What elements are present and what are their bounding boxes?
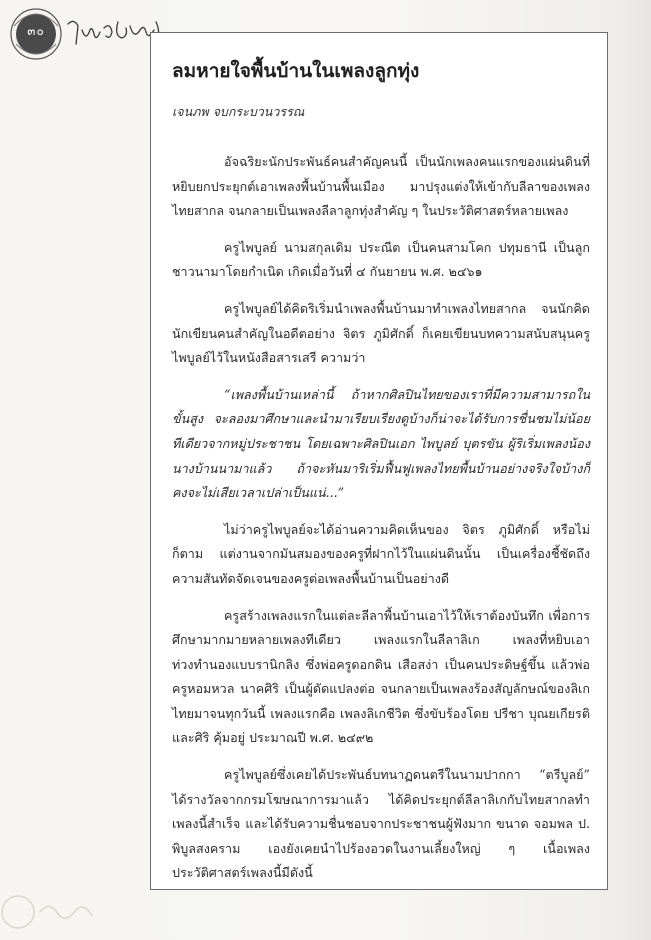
- body-paragraph: ครูไพบูลย์ได้คิดริเริ่มนำเพลงพื้นบ้านมาทำเพลงไทยสากล จนนักคิดนักเขียนคนสำคัญในอดีตอย่าง จิตร ภูมิศักดิ์ ก็เคยเขียนบทความสนับสนุนครูไพบูลย์ไว้ในหนังสือสารเสรี ความว่า: [172, 300, 590, 366]
- body-paragraph: ครูสร้างเพลงแรกในแต่ละลีลาพื้นบ้านเอาไว้ให้เราต้องบันทึก เพื่อการศึกษามากมายหลายเพลงทีเดียว เพลงแรกในลีลาลิเก เพลงที่หยิบเอาท่วงทำนองแบบรานิกลิง ซึ่งพ่อครูดอกดิน เสือสง่า เป็นคนประดิษฐ์ขึ้น แล้วพ่อครูหอมหวล นาคศิริ เป็นผู้ดัดแปลงต่อ จนกลายเป็นเพลงร้องสัญลักษณ์ของลิเกไทยมาจนทุกวันนี้ เพลงแรกคือ เพลงลิเกชีวิต ซึ่งขับร้องโดย ปรีชา บุณยเกียรติ และศิริ คุ้มอยู่ ประมาณปี พ.ศ. ๒๔๙๒: [172, 607, 590, 746]
- article-author: เจนภพ จบกระบวนวรรณ: [172, 104, 305, 119]
- body-paragraph: ครูไพบูลย์ซึ่งเคยได้ประพันธ์บทนาฏดนตรีในนามปากกา “ตรีบูลย์” ได้รางวัลจากกรมโฆษณาการมาแล้ว ได้คิดประยุกต์ลีลาลิเกกับไทยสากลทำเพลงนี้สำเร็จ และได้รับความชื่นชอบจากประชาชนผู้ฟังมาก ขนาด จอมพล ป. พิบูลสงคราม เองยังเคยนำไปร้องอวดในงานเลี้ยงใหญ่ ๆ เนื้อเพลงประวัติศาสตร์เพลงนี้มีดังนี้: [172, 767, 590, 881]
- body-paragraph: อัจฉริยะนักประพันธ์คนสำคัญคนนี้ เป็นนักเพลงคนแรกของแผ่นดินที่หยิบยกประยุกต์เอาเพลงพื้นบ้านพื้นเมือง มาปรุงแต่งให้เข้ากับลีลาของเพลงไทยสากล จนกลายเป็นเพลงลีลาลูกทุ่งสำคัญ ๆ ในประวัติศาสตร์หลายเพลง: [172, 154, 590, 219]
- quoted-paragraph: “เพลงพื้นบ้านเหล่านี้ ถ้าหากศิลปินไทยของเราที่มีความสามารถในขั้นสูง จะลองมาศึกษาและนำมาเรียบเรียงดูบ้างก็น่าจะได้รับการชื่นชมไม่น้อยทีเดียวจากหมู่ประชาชน โดยเฉพาะศิลปินเอก ไพบูลย์ บุตรขัน ผู้ริเริ่มเพลงน้องนางบ้านนามาแล้ว ถ้าจะหันมาริเริ่มฟื้นฟูเพลงไทยพื้นบ้านอย่างจริงใจบ้างก็คงจะไม่เสียเวลาเปล่าเป็นแน่...”: [172, 386, 590, 501]
- body-paragraph: ไม่ว่าครูไพบูลย์จะได้อ่านความคิดเห็นของ จิตร ภูมิศักดิ์ หรือไม่ก็ตาม แต่งานจากมันสมองของครูที่ฝากไว้ในแผ่นดินนั้น เป็นเครื่องชี้ชัดถึงความสันทัดจัดเจนของครูต่อเพลงพื้นบ้านเป็นอย่างดี: [172, 521, 590, 586]
- article-body: [172, 150, 590, 898]
- page-edge-shadow: [611, 0, 651, 940]
- page-number: ๓๐: [27, 24, 45, 38]
- body-paragraph: ครูไพบูลย์ นามสกุลเดิม ประณีต เป็นคนสามโคก ปทุมธานี เป็นลูกชาวนามาโดยกำเนิด เกิดเมื่อวันที่ ๔ กันยายน พ.ศ. ๒๔๖๑: [172, 239, 590, 280]
- faded-signature-watermark: [0, 872, 140, 940]
- signature-logo: [64, 16, 164, 50]
- article-title: ลมหายใจพื้นบ้านในเพลงลูกทุ่ง: [172, 60, 420, 82]
